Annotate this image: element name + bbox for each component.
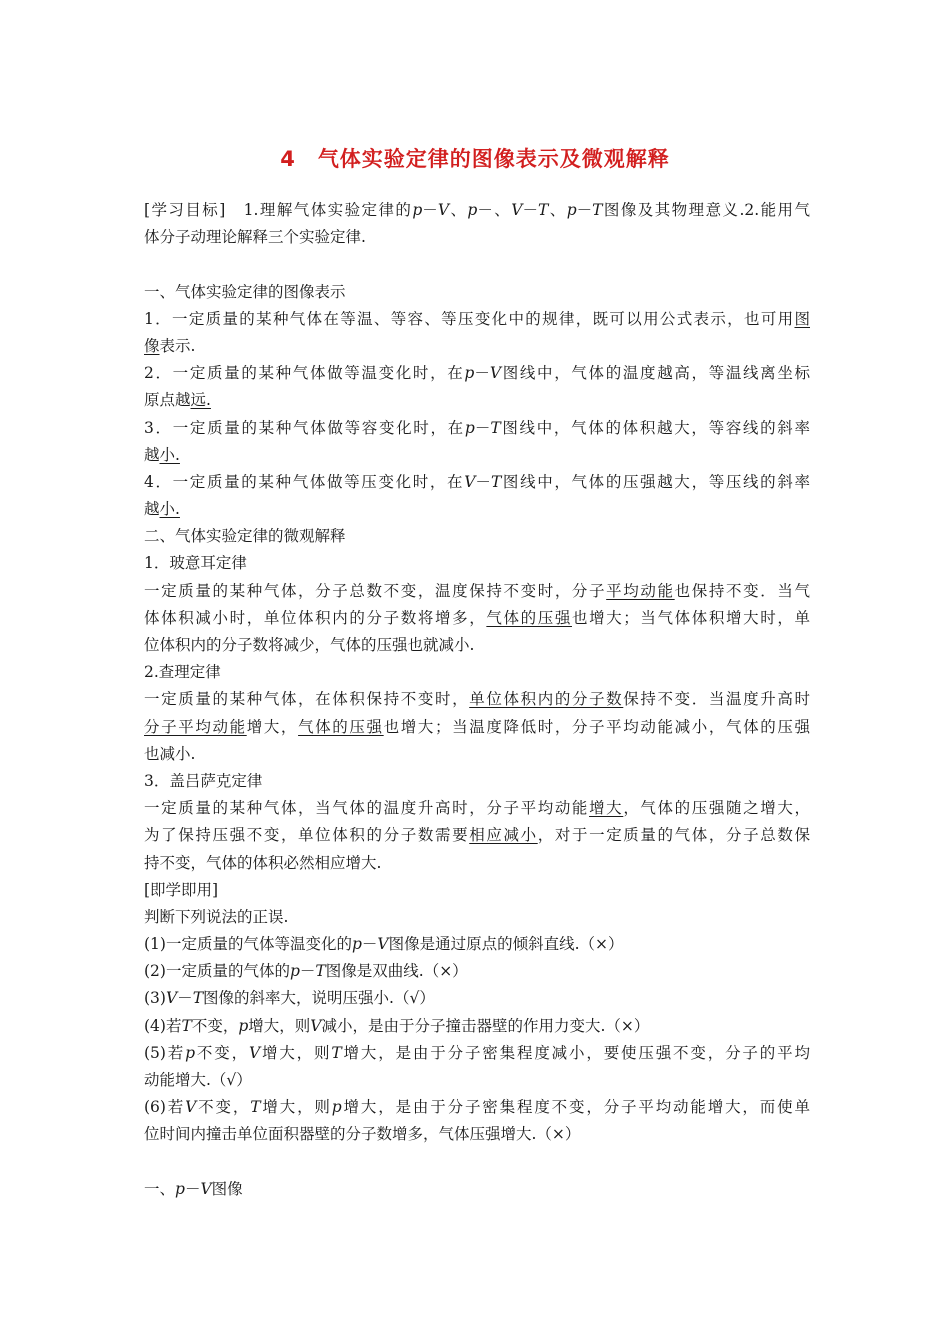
text: 也保持不变．当气 (674, 581, 810, 600)
answer-underline: 增大 (589, 799, 624, 818)
text: 保持不变．当温度升高时 (623, 690, 810, 709)
paragraph-line: 2．一定质量的某种气体做等温变化时，在p－V图线中，气体的温度越高，等温线离坐标 (144, 364, 810, 383)
answer-underline: 远. (190, 391, 211, 410)
text: 原点越 (144, 391, 191, 410)
quiz-item: (6)若V不变，T增大，则p增大，是由于分子密集程度不变，分子平均动能增大，而使单 (144, 1098, 810, 1117)
text: 也增大；当气体体积增大时，单 (571, 608, 810, 627)
title-text: 气体实验定律的图像表示及微观解释 (317, 147, 670, 171)
answer-underline: 气体的压强 (298, 717, 384, 736)
subheading: 2.查理定律 (144, 663, 221, 682)
quiz-item: (3)V－T图像的斜率大，说明压强小.（√） (144, 989, 435, 1008)
objective-line: [学习目标] 1.理解气体实验定律的p－V、p－、V－T、p－T图像及其物理意义.2.能用气 (144, 201, 810, 219)
answer-underline: 分子平均动能 (144, 717, 247, 736)
paragraph-line (144, 333, 810, 360)
subheading: 1．玻意耳定律 (144, 554, 247, 573)
quiz-item: (2)一定质量的气体的p－T图像是双曲线.（×） (144, 962, 468, 981)
quiz-intro: 判断下列说法的正误. (144, 907, 289, 926)
quiz-item: 位时间内撞击单位面积器壁的分子数增多，气体压强增大.（×） (144, 1125, 581, 1144)
text: ，气体的压强随之增大， (623, 799, 810, 818)
paragraph-line (144, 686, 810, 713)
paragraph-line (144, 795, 810, 822)
spacer (144, 1149, 810, 1176)
text: 一定质量的某种气体，当气体的温度升高时，分子平均动能 (144, 799, 590, 818)
answer-underline: 相应减小 (469, 826, 538, 845)
quiz-heading: [即学即用] (144, 880, 219, 899)
section-heading: 一、p－V图像 (144, 1179, 243, 1198)
paragraph-line (144, 822, 810, 849)
paragraph-line: 也减小. (144, 744, 196, 763)
paragraph-line (144, 442, 810, 469)
answer-underline: 像 (144, 336, 160, 355)
subheading: 3．盖吕萨克定律 (144, 771, 263, 790)
text: 体体积减小时，单位体积内的分子数将增多， (144, 608, 487, 627)
paragraph-line (144, 605, 810, 632)
paragraph-line (144, 306, 810, 333)
section-heading: 一、气体实验定律的图像表示 (144, 282, 346, 301)
text: 一定质量的某种气体，在体积保持不变时， (144, 690, 470, 709)
spacer (144, 251, 810, 278)
page-title (0, 143, 950, 173)
quiz-item: (5)若p不变，V增大，则T增大，是由于分子密集程度减小，要使压强不变，分子的平均 (144, 1043, 810, 1062)
section-heading: 二、气体实验定律的微观解释 (144, 527, 346, 546)
text: 越 (144, 445, 160, 464)
answer-underline: 气体的压强 (486, 608, 572, 627)
answer-underline: 图 (794, 309, 810, 328)
paragraph-line (144, 714, 810, 741)
text: 1．一定质量的某种气体在等温、等容、等压变化中的规律，既可以用公式表示，也可用 (144, 309, 795, 328)
quiz-item: 动能增大.（√） (144, 1071, 252, 1089)
paragraph-line: 持不变，气体的体积必然相应增大. (144, 853, 382, 872)
text: 增大， (246, 717, 299, 736)
document-body (144, 197, 810, 1203)
paragraph-line: 3．一定质量的某种气体做等容变化时，在p－T图线中，气体的体积越大，等容线的斜率 (144, 418, 810, 437)
answer-underline: 小. (159, 445, 180, 464)
paragraph-line (144, 496, 810, 523)
text: 一定质量的某种气体，分子总数不变，温度保持不变时，分子 (144, 581, 607, 600)
paragraph-line: 4．一定质量的某种气体做等压变化时，在V－T图线中，气体的压强越大，等压线的斜率 (144, 472, 810, 491)
section-number: 4 (280, 147, 296, 171)
text: 也增大；当温度降低时，分子平均动能减小，气体的压强 (383, 717, 810, 736)
text: ，对于一定质量的气体，分子总数保 (537, 826, 810, 845)
answer-underline: 单位体积内的分子数 (469, 690, 624, 709)
objective-line: 体分子动理论解释三个实验定律. (144, 228, 366, 247)
paragraph-line (144, 387, 810, 414)
answer-underline: 平均动能 (606, 581, 675, 600)
quiz-item: (1)一定质量的气体等温变化的p－V图像是通过原点的倾斜直线.（×） (144, 935, 624, 954)
quiz-item: (4)若T不变，p增大，则V减小，是由于分子撞击器壁的作用力变大.（×） (144, 1016, 650, 1035)
answer-underline: 小. (159, 500, 180, 519)
paragraph-line (144, 578, 810, 605)
text: 越 (144, 500, 160, 519)
paragraph-line: 位体积内的分子数将减少，气体的压强也就减小. (144, 636, 475, 654)
text: 为了保持压强不变，单位体积的分子数需要 (144, 826, 470, 845)
text: 表示. (159, 336, 196, 355)
